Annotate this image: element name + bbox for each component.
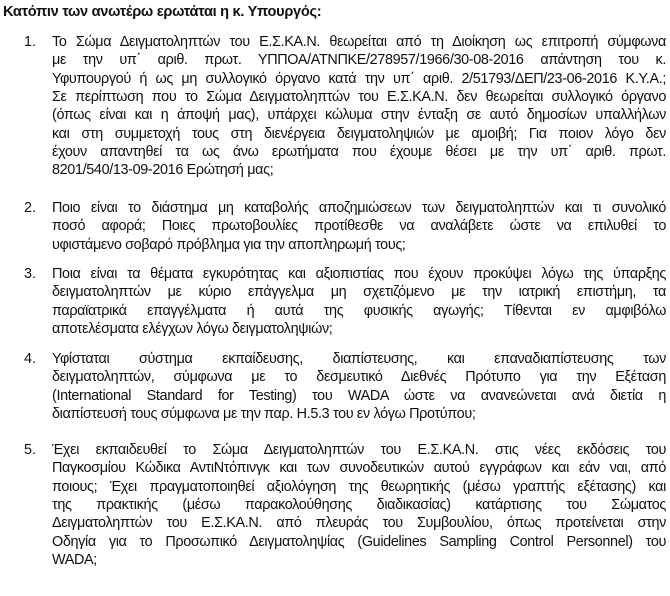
question-line: Παγκοσμίου Κώδικα ΑντιΝτόπινγκ και των συνοδευτικών αυτού εγγράφων και εάν ναι, από: [52, 460, 666, 477]
question-number: 1.: [24, 34, 37, 50]
question-line: 8201/540/13-09-2016 Ερώτησή μας;: [52, 162, 274, 179]
question-number: 2.: [24, 200, 37, 216]
question-number: 3.: [24, 266, 37, 282]
question-line: ποσό αφορά; Ποιες πρωτοβουλίες προτίθεσθε να αναλάβετε ώστε να επιλυθεί το: [52, 218, 666, 235]
question-line: δειγματοληπτών, σύμφωνα με το δεσμευτικό Διεθνές Πρότυπο για την Εξέταση: [52, 369, 666, 386]
question-line: και στη συμμετοχή τους στη διενέργεια δειγματοληψιών με αμοιβή; Για ποιον λόγο δεν: [52, 125, 666, 142]
question-line: της πρακτικής (μέσω παρακολούθησης διαδικασίας) κατάρτισης του Σώματος: [52, 496, 666, 513]
question-line: ποιους; Έχει πραγματοποιηθεί αξιολόγηση της θεωρητικής (μέσω γραπτής εξέτασης) και: [52, 478, 666, 495]
question-line: Ποιο είναι το διάστημα μη καταβολής αποζημιώσεων των δειγματοληπτών και τι συνολικό: [52, 200, 666, 216]
question-number: 4.: [24, 351, 37, 367]
question-line: Ποια είναι τα θέματα εγκυρότητας και αξιοπιστίας που έχουν προκύψει λόγω της ύπαρξης: [52, 266, 666, 282]
question-line: με την υπ΄ αριθ. πρωτ. ΥΠΠΟΑ/ΑΤΝΠΚΕ/278957/1966/30-08-2016 απάντηση του κ.: [52, 52, 666, 69]
question-line: Δειγματοληπτών του Ε.Σ.ΚΑ.Ν. από πλευράς του Συμβουλίου, όπως προτείνεται στην: [52, 515, 666, 532]
question-line: αποτελέσματα ελέγχων λόγω δειγματοληψιών;: [52, 320, 333, 337]
question-line: (International Standard for Testing) του WADA ώστε να ανανεώνεται ανά διετία η: [52, 387, 666, 404]
question-line: Υφυπουργού ή ως μη συλλογικό όργανο κατά την υπ΄ αριθ. 2/51793/ΔΕΠ/23-06-2016 Κ.Υ.Α.;: [52, 70, 666, 87]
question-line: Οδηγία για το Προσωπικό Δειγματοληψίας (Guidelines Sampling Control Personnel) του: [52, 533, 666, 550]
question-line: Υφίσταται σύστημα εκπαίδευσης, διαπίστευσης, και επαναδιαπίστευσης των: [52, 351, 666, 367]
question-line: δειγματοληπτών με κύριο επάγγελμα μη σχετιζόμενο με την ιατρική επιστήμη, τα: [52, 284, 666, 301]
question-line: έχουν απαντηθεί τα ως άνω ερωτήματα που έχουμε θέσει με την υπ΄ αριθ. πρωτ.: [52, 143, 666, 160]
question-line: παραϊατρικά επαγγέλματα ή αυτά της φυσικής αγωγής; Τίθενται εν αμφιβόλω: [52, 302, 666, 319]
question-number: 5.: [24, 442, 37, 458]
question-line: WADA;: [52, 551, 97, 568]
question-line: Έχει εκπαιδευθεί το Σώμα Δειγματοληπτών του Ε.Σ.ΚΑ.Ν. στις νέες εκδόσεις του: [52, 442, 666, 458]
question-line: υφιστάμενο σοβαρό πρόβλημα για την αποπληρωμή τους;: [52, 236, 406, 253]
question-line: διαπίστευσή τους σύμφωνα με την παρ. Η.5.3 του εν λόγω Προτύπου;: [52, 405, 476, 422]
question-line: (όπως είναι και η άποψή μας), υπάρχει κώλυμα στην ένταξη σε αυτό δημοσίων υπαλλήλων: [52, 107, 666, 124]
question-line: Σε περίπτωση που το Σώμα Δειγματοληπτών του Ε.Σ.ΚΑ.Ν. δεν θεωρείται συλλογικό όργανο: [52, 88, 666, 105]
section-heading: Κατόπιν των ανωτέρω ερωτάται η κ. Υπουργός:: [3, 4, 322, 20]
question-line: Το Σώμα Δειγματοληπτών του Ε.Σ.ΚΑ.Ν. θεωρείται από τη Διοίκηση ως επιτροπή σύμφωνα: [52, 34, 666, 50]
